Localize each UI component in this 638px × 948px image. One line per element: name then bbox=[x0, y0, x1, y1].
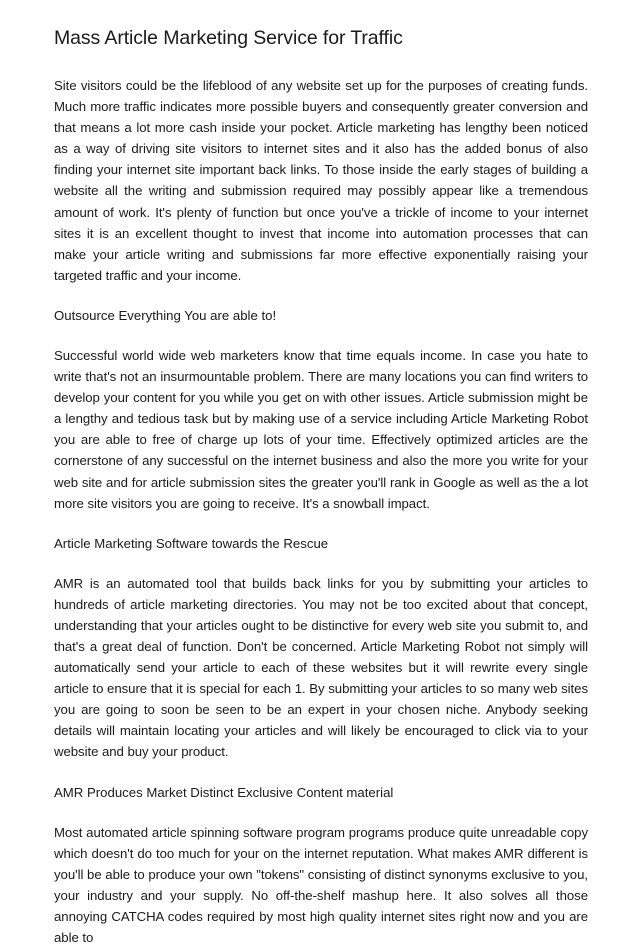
document-title: Mass Article Marketing Service for Traffic bbox=[54, 27, 403, 49]
section-heading-amr: AMR Produces Market Distinct Exclusive Content material bbox=[54, 784, 394, 800]
paragraph-software: AMR is an automated tool that builds back links for you by submitting your articles to hundreds of article marketing directories. You may not be too excited about that concept, understanding that your articles ought to be distinctive for every web site you submit to, and that's a great deal of function. Don't be concerned. Article Marketing Robot not simply will automatically send your article to each of these websites but it will rewrite every single article to ensure that it is special for each 1. By submitting your articles to so many web sites you are going to soon be seen to be an expert in your chosen niche. Anybody seeking details will maintain locating your articles and will likely be encouraged to click via to your website and buy your product. bbox=[54, 575, 588, 760]
document-page bbox=[54, 26, 588, 948]
paragraph-intro: Site visitors could be the lifeblood of any website set up for the purposes of creating funds. Much more traffic indicates more possible buyers and consequently greater conversion and that means a lot more cash inside your pocket. Article marketing has lengthy been noticed as a way of driving site visitors to internet sites and it also has the added bonus of also finding your internet site important back links. To those inside the early stages of building a website all the writing and submission required may possibly appear like a tremendous amount of work. It's plenty of function but once you've a trickle of income to your internet sites it is an excellent thought to invest that income into automation processes that can make your article writing and submissions far more effective exponentially raising your targeted traffic and your income. bbox=[54, 78, 588, 283]
section-heading-software: Article Marketing Software towards the Rescue bbox=[54, 535, 329, 551]
section-heading-outsource: Outsource Everything You are able to! bbox=[54, 307, 277, 323]
paragraph-amr: Most automated article spinning software program programs produce quite unreadable copy which doesn't do too much for your on the internet reputation. What makes AMR different is you'll be able to produce your own "tokens" consisting of distinct synonyms exclusive to you, your industry and your supply. No off-the-shelf mashup here. It also solves all those annoying CATCHA codes required by most high quality internet sites right now and you are able to bbox=[54, 824, 588, 945]
paragraph-outsource: Successful world wide web marketers know that time equals income. In case you hate to write that's not an insurmountable problem. There are many locations you can find writers to develop your content for you while you get on with other issues. Article submission might be a lengthy and tedious task but by making use of a service including Article Marketing Robot you are able to free of charge up lots of your time. Effectively optimized articles are the cornerstone of any successful on the internet business and also the more you write for your web site and for article submission sites the greater you'll rank in Google as well as the a lot more site visitors you are going to receive. It's a snowball impact. bbox=[54, 347, 588, 511]
